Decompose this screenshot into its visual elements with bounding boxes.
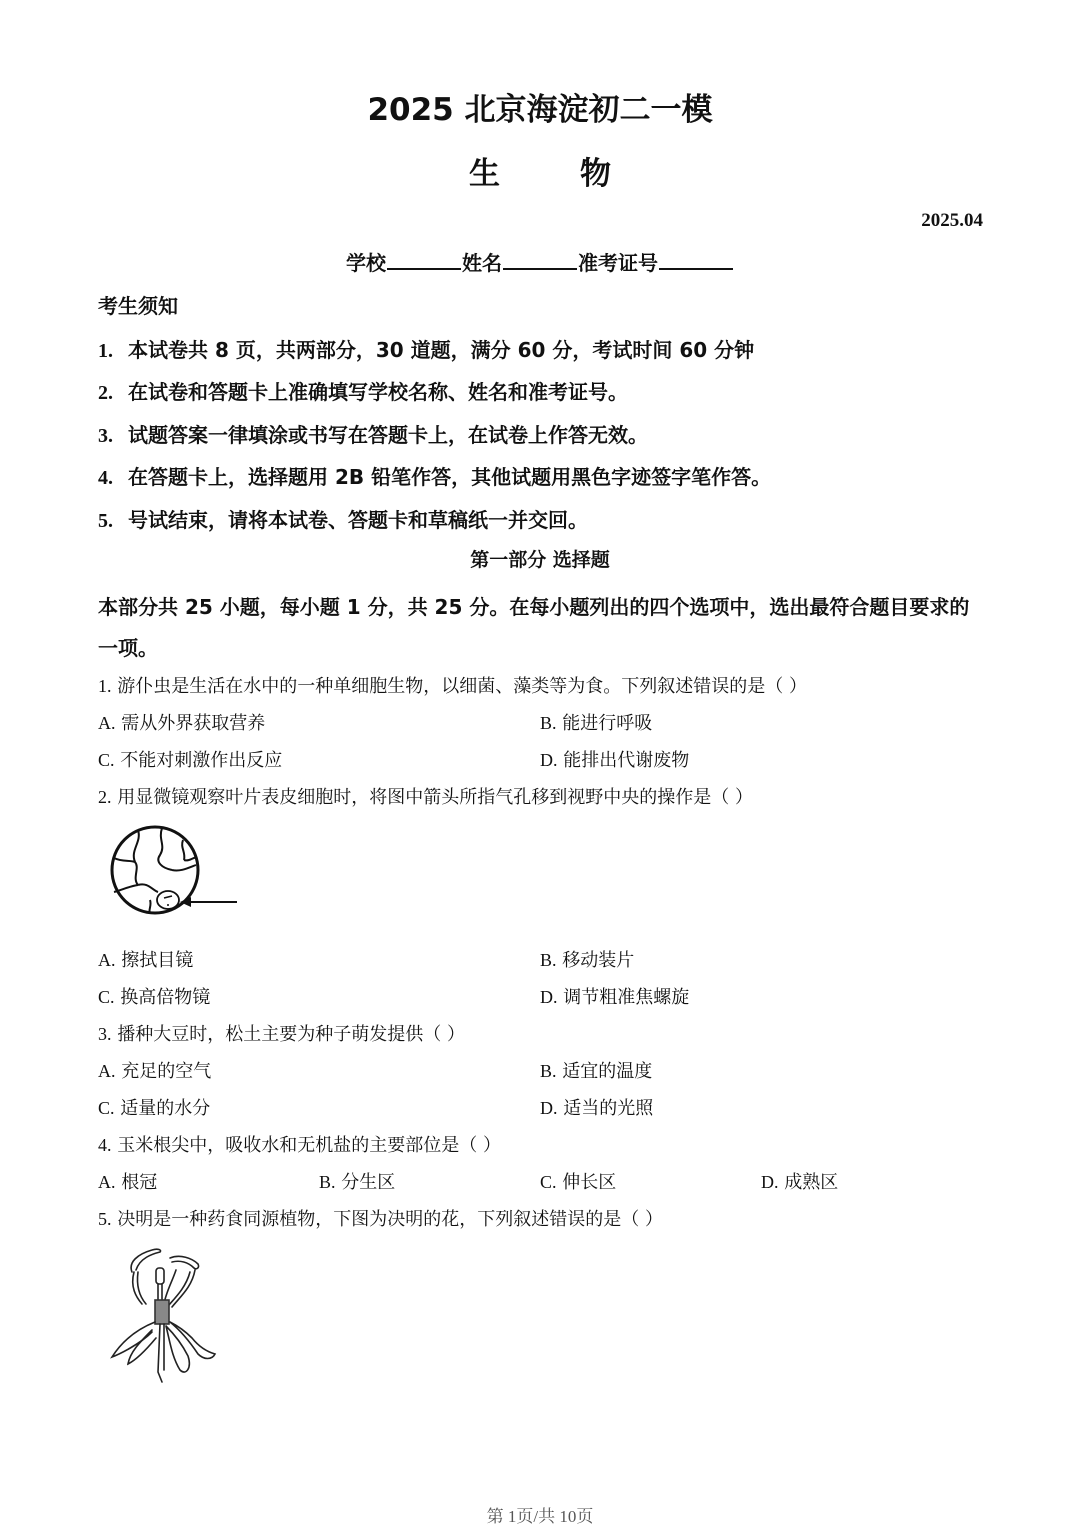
option-text: 换高倍物镜	[120, 987, 211, 1008]
question-1-option-b	[540, 709, 652, 735]
notice-text: 在试卷和答题卡上准确填写学校名称、姓名和准考证号。	[128, 380, 628, 404]
option-text: 适宜的温度	[562, 1061, 653, 1082]
question-1-stem	[98, 672, 807, 698]
option-letter: D.	[761, 1172, 779, 1192]
notice-text: 本试卷共 8 页，共两部分，30 道题，满分 60 分，考试时间 60 分钟	[128, 338, 755, 362]
notice-number: 5.	[98, 510, 113, 532]
question-text: 用显微镜观察叶片表皮细胞时，将图中箭头所指气孔移到视野中央的操作是（ ）	[117, 787, 753, 808]
exam-title: 2025 北京海淀初二一模	[367, 92, 713, 128]
question-4-option-b	[319, 1168, 395, 1194]
option-text: 不能对刺激作出反应	[120, 750, 283, 771]
option-text: 根冠	[121, 1172, 158, 1193]
notice-item	[98, 419, 648, 448]
student-info-line	[0, 247, 1080, 276]
exam-id-label: 准考证号	[578, 251, 658, 275]
name-blank	[503, 248, 577, 270]
option-letter: A.	[98, 713, 116, 733]
question-4-option-d	[761, 1168, 838, 1194]
option-letter: A.	[98, 1061, 116, 1081]
notice-number: 2.	[98, 382, 113, 404]
notice-text: 号试结束，请将本试卷、答题卡和草稿纸一并交回。	[128, 508, 588, 532]
question-3-option-d	[540, 1094, 653, 1120]
notice-heading: 考生须知	[98, 294, 178, 318]
option-letter: D.	[540, 987, 558, 1007]
question-text: 决明是一种药食同源植物，下图为决明的花，下列叙述错误的是（ ）	[117, 1209, 663, 1230]
exam-date: 2025.04	[921, 210, 983, 231]
name-label: 姓名	[462, 251, 502, 275]
option-text: 能排出代谢废物	[563, 750, 690, 771]
option-letter: C.	[98, 750, 115, 770]
notice-number: 1.	[98, 340, 113, 362]
question-number: 3.	[98, 1024, 112, 1044]
option-letter: B.	[540, 713, 557, 733]
question-4-stem	[98, 1131, 501, 1157]
question-2-option-a	[98, 946, 193, 972]
question-text: 游仆虫是生活在水中的一种单细胞生物，以细菌、藻类等为食。下列叙述错误的是（ ）	[117, 676, 807, 697]
question-2-option-b	[540, 946, 634, 972]
option-letter: A.	[98, 1172, 116, 1192]
notice-item	[98, 376, 628, 405]
question-1-option-a	[98, 709, 265, 735]
option-text: 充足的空气	[121, 1061, 212, 1082]
option-text: 能进行呼吸	[562, 713, 653, 734]
notice-text: 试题答案一律填涂或书写在答题卡上，在试卷上作答无效。	[128, 423, 648, 447]
option-text: 调节粗准焦螺旋	[563, 987, 690, 1008]
option-text: 适当的光照	[563, 1098, 654, 1119]
school-label: 学校	[346, 251, 386, 275]
option-text: 移动装片	[562, 950, 635, 971]
option-letter: B.	[540, 1061, 557, 1081]
option-text: 成熟区	[784, 1172, 839, 1193]
question-2-option-d	[540, 983, 689, 1009]
section-description: 本部分共 25 小题，每小题 1 分，共 25 分。在每小题列出的四个选项中，选出最符合题目要求的一项。	[98, 595, 970, 660]
notice-number: 4.	[98, 467, 113, 489]
question-1-option-d	[540, 746, 689, 772]
exam-id-blank	[659, 248, 733, 270]
question-4-option-a	[98, 1168, 157, 1194]
question-3-option-c	[98, 1094, 210, 1120]
option-text: 伸长区	[562, 1172, 617, 1193]
option-letter: B.	[319, 1172, 336, 1192]
option-letter: C.	[98, 987, 115, 1007]
option-letter: D.	[540, 750, 558, 770]
question-number: 4.	[98, 1135, 112, 1155]
question-number: 2.	[98, 787, 112, 807]
option-text: 分生区	[341, 1172, 396, 1193]
option-text: 擦拭目镜	[121, 950, 194, 971]
option-letter: A.	[98, 950, 116, 970]
question-3-stem	[98, 1020, 465, 1046]
subject-title	[0, 148, 1080, 193]
section-title: 第一部分 选择题	[470, 549, 610, 571]
school-blank	[387, 248, 461, 270]
question-number: 5.	[98, 1209, 112, 1229]
notice-item	[98, 461, 771, 490]
option-text: 需从外界获取营养	[121, 713, 266, 734]
question-2-option-c	[98, 983, 210, 1009]
notice-number: 3.	[98, 425, 113, 447]
option-letter: D.	[540, 1098, 558, 1118]
subject-char-2: 物	[580, 156, 611, 192]
option-letter: C.	[540, 1172, 557, 1192]
question-text: 玉米根尖中，吸收水和无机盐的主要部位是（ ）	[117, 1135, 501, 1156]
question-text: 播种大豆时，松土主要为种子萌发提供（ ）	[117, 1024, 465, 1045]
microscope-field-figure	[100, 820, 245, 920]
question-1-option-c	[98, 746, 282, 772]
question-4-option-c	[540, 1168, 616, 1194]
notice-item	[98, 504, 588, 533]
notice-text: 在答题卡上，选择题用 2B 铅笔作答，其他试题用黑色字迹签字笔作答。	[128, 465, 772, 489]
cassia-flower-figure	[100, 1242, 225, 1387]
question-number: 1.	[98, 676, 112, 696]
question-5-stem	[98, 1205, 663, 1231]
question-3-option-a	[98, 1057, 211, 1083]
notice-item	[98, 334, 754, 363]
question-2-stem	[98, 783, 753, 809]
question-3-option-b	[540, 1057, 652, 1083]
option-text: 适量的水分	[120, 1098, 211, 1119]
subject-char-1: 生	[469, 156, 500, 192]
page-number: 第 1页/共 10页	[486, 1507, 594, 1526]
option-letter: C.	[98, 1098, 115, 1118]
option-letter: B.	[540, 950, 557, 970]
